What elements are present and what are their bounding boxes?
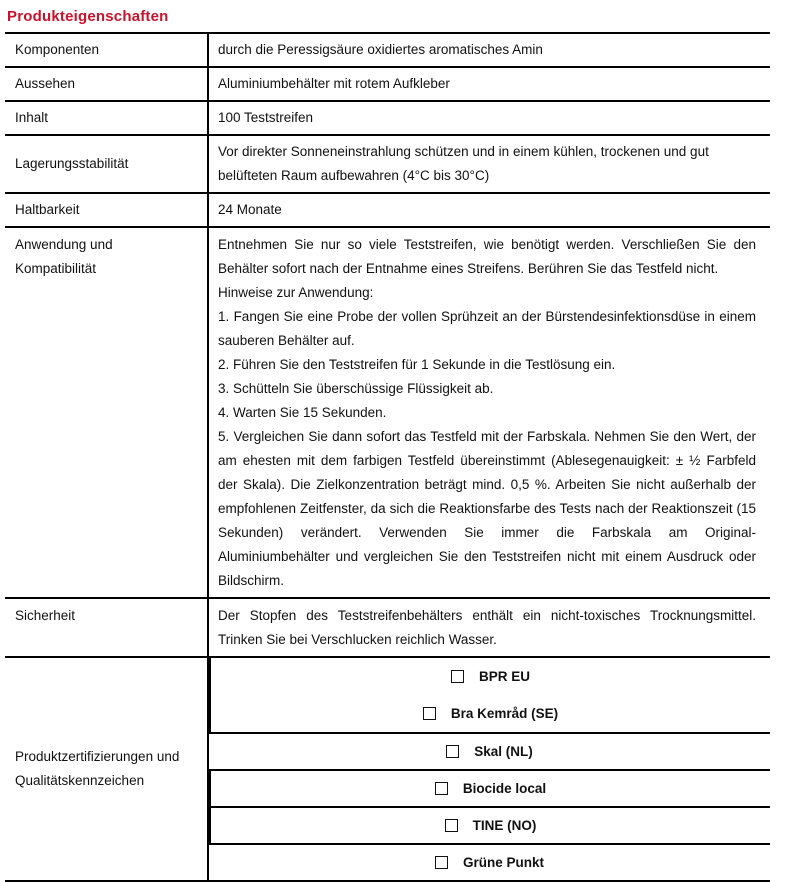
certification-option bbox=[209, 658, 770, 695]
section-title: Produkteigenschaften bbox=[7, 8, 169, 25]
table-row bbox=[5, 192, 770, 226]
checkbox-unchecked-icon bbox=[435, 856, 448, 869]
checkbox-unchecked-icon bbox=[446, 745, 459, 758]
checkbox-unchecked-icon bbox=[423, 707, 436, 720]
product-properties-table bbox=[5, 32, 770, 882]
certification-label: TINE (NO) bbox=[472, 817, 537, 833]
certification-label: Skal (NL) bbox=[474, 743, 533, 759]
instruction-paragraph: 3. Schütteln Sie überschüssige Flüssigkeit ab. bbox=[218, 381, 494, 396]
instruction-paragraph: 5. Vergleichen Sie dann sofort das Testfeld mit der Farbskala. Nehmen Sie den Wert, der am ehesten mit dem farbigen Testfeld übereinstimmt (Ablesegenauigkeit: ± ½ Farbfeld der Skala). Die Zielkonzentration beträgt mind. 0,5 %. Arbeiten Sie nicht außerhalb der empfohlenen Zeitfenster, da sich die Reaktionsfarbe des Tests nach der Reaktionszeit (15 Sekunden) verändert. Verwenden Sie immer die Farbskala am Original-Aluminiumbehälter und vergleichen Sie den Teststreifen nicht mit einem Ausdruck oder Bildschirm. bbox=[218, 429, 756, 588]
row-value: Aluminiumbehälter mit rotem Aufkleber bbox=[218, 76, 450, 91]
checkbox-unchecked-icon bbox=[451, 670, 464, 683]
row-label: Komponenten bbox=[5, 34, 209, 66]
certification-option bbox=[209, 843, 770, 880]
row-label: Produktzertifizierungen und Qualitätskennzeichen bbox=[5, 658, 209, 880]
certification-label: Biocide local bbox=[462, 780, 547, 796]
table-row-zertifizierungen bbox=[5, 656, 770, 880]
certification-label: Bra Kemråd (SE) bbox=[450, 705, 559, 721]
certification-option bbox=[209, 695, 770, 732]
checkbox-unchecked-icon bbox=[445, 819, 458, 832]
certification-label: BPR EU bbox=[478, 668, 530, 684]
certification-option bbox=[209, 732, 770, 769]
row-value: 100 Teststreifen bbox=[218, 110, 314, 125]
instruction-paragraph: Hinweise zur Anwendung: bbox=[218, 285, 374, 300]
certification-option bbox=[209, 806, 770, 843]
row-label: Haltbarkeit bbox=[5, 194, 209, 226]
row-value: 24 Monate bbox=[218, 202, 282, 217]
row-value: Der Stopfen des Teststreifenbehälters enthält ein nicht-toxisches Trocknungsmittel. Trinken Sie bei Verschlucken reichlich Wasser. bbox=[218, 608, 756, 647]
row-label: Lagerungsstabilität bbox=[5, 136, 209, 192]
table-row bbox=[5, 66, 770, 100]
checkbox-unchecked-icon bbox=[435, 782, 448, 795]
certification-label: Grüne Punkt bbox=[462, 854, 544, 870]
table-row bbox=[5, 100, 770, 134]
row-label: Sicherheit bbox=[5, 599, 209, 656]
certification-option bbox=[209, 769, 770, 806]
row-value: Vor direkter Sonneneinstrahlung schützen und in einem kühlen, trockenen und gut belüfteten Raum aufbewahren (4°C bis 30°C) bbox=[218, 144, 709, 183]
table-row bbox=[5, 32, 770, 66]
row-label: Aussehen bbox=[5, 68, 209, 100]
instruction-paragraph: 1. Fangen Sie eine Probe der vollen Sprühzeit an der Bürstendesinfektionsdüse in einem sauberen Behälter auf. bbox=[218, 309, 756, 348]
row-label: Inhalt bbox=[5, 102, 209, 134]
table-row-anwendung bbox=[5, 226, 770, 597]
row-label: Anwendung und Kompatibilität bbox=[5, 228, 209, 597]
instruction-paragraph: 4. Warten Sie 15 Sekunden. bbox=[218, 405, 387, 420]
row-value bbox=[209, 658, 770, 880]
instruction-paragraph: 2. Führen Sie den Teststreifen für 1 Sekunde in die Testlösung ein. bbox=[218, 357, 616, 372]
table-row-sicherheit bbox=[5, 597, 770, 656]
row-value bbox=[209, 228, 770, 597]
instruction-paragraph: Entnehmen Sie nur so viele Teststreifen, wie benötigt werden. Verschließen Sie den Behälter sofort nach der Entnahme eines Streifens. Berühren Sie das Testfeld nicht. bbox=[218, 237, 756, 276]
table-row bbox=[5, 134, 770, 192]
instructions-list bbox=[218, 233, 756, 593]
row-value: durch die Peressigsäure oxidiertes aromatisches Amin bbox=[218, 42, 543, 57]
